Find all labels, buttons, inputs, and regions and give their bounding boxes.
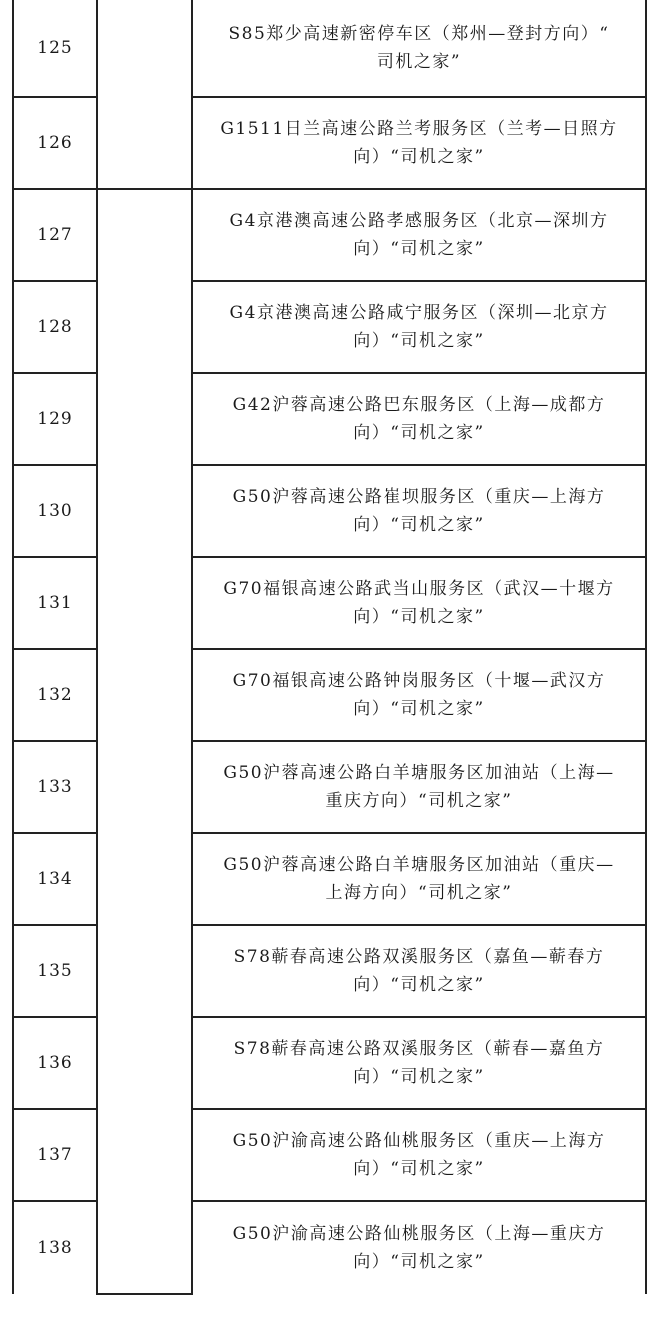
row-number-cell: 136	[13, 1017, 97, 1109]
name-line-2: 向）“司机之家”	[353, 423, 485, 443]
service-area-name-cell	[192, 281, 646, 373]
name-line-1: G50沪渝高速公路仙桃服务区（上海—重庆方	[232, 1224, 606, 1244]
row-number-cell: 132	[13, 649, 97, 741]
row-number-cell: 130	[13, 465, 97, 557]
province-cell-hubei	[97, 189, 192, 1294]
name-line-1: G50沪蓉高速公路白羊塘服务区加油站（上海—	[223, 763, 615, 783]
name-line-1: G50沪渝高速公路仙桃服务区（重庆—上海方	[232, 1131, 606, 1151]
service-area-name-cell	[192, 925, 646, 1017]
name-line-2: 向）“司机之家”	[353, 147, 485, 167]
row-number-cell: 135	[13, 925, 97, 1017]
row-number-cell: 126	[13, 97, 97, 189]
service-area-name-cell	[192, 741, 646, 833]
service-area-name-cell	[192, 1017, 646, 1109]
row-number-cell: 125	[13, 0, 97, 97]
province-cell-henan	[97, 0, 192, 189]
name-line-2: 向）“司机之家”	[353, 1067, 485, 1087]
row-number-cell: 127	[13, 189, 97, 281]
name-line-1: G50沪蓉高速公路白羊塘服务区加油站（重庆—	[223, 855, 615, 875]
name-line-2: 向）“司机之家”	[353, 699, 485, 719]
service-area-name-cell	[192, 373, 646, 465]
service-area-name-cell	[192, 833, 646, 925]
service-area-name-cell	[192, 557, 646, 649]
name-line-2: 向）“司机之家”	[353, 607, 485, 627]
table-row	[13, 0, 646, 97]
name-line-1: S85郑少高速新密停车区（郑州—登封方向）“	[228, 24, 610, 44]
service-area-name-cell	[192, 189, 646, 281]
service-area-name-cell	[192, 465, 646, 557]
name-line-2: 向）“司机之家”	[353, 239, 485, 259]
name-line-2: 向）“司机之家”	[353, 331, 485, 351]
name-line-1: S78蕲春高速公路双溪服务区（蕲春—嘉鱼方	[233, 1039, 605, 1059]
service-area-name-cell	[192, 1109, 646, 1201]
name-line-1: G70福银高速公路武当山服务区（武汉—十堰方	[223, 579, 615, 599]
service-area-table	[12, 0, 647, 1295]
row-number-cell: 137	[13, 1109, 97, 1201]
row-number-cell: 129	[13, 373, 97, 465]
row-number-cell: 138	[13, 1201, 97, 1294]
name-line-1: G50沪蓉高速公路崔坝服务区（重庆—上海方	[232, 487, 606, 507]
name-line-1: G1511日兰高速公路兰考服务区（兰考—日照方	[220, 119, 618, 139]
service-area-name-cell	[192, 649, 646, 741]
service-area-name-cell	[192, 1201, 646, 1294]
name-line-1: G42沪蓉高速公路巴东服务区（上海—成都方	[232, 395, 606, 415]
row-number-cell: 131	[13, 557, 97, 649]
name-line-1: G4京港澳高速公路孝感服务区（北京—深圳方	[229, 211, 609, 231]
name-line-2: 司机之家”	[376, 52, 462, 72]
service-area-name-cell	[192, 97, 646, 189]
row-number-cell: 128	[13, 281, 97, 373]
name-line-1: S78蕲春高速公路双溪服务区（嘉鱼—蕲春方	[233, 947, 605, 967]
row-number-cell: 134	[13, 833, 97, 925]
name-line-2: 重庆方向）“司机之家”	[325, 791, 513, 811]
name-line-2: 向）“司机之家”	[353, 975, 485, 995]
row-number-cell: 133	[13, 741, 97, 833]
table-row	[13, 189, 646, 281]
name-line-2: 向）“司机之家”	[353, 1159, 485, 1179]
name-line-1: G70福银高速公路钟岗服务区（十堰—武汉方	[232, 671, 606, 691]
name-line-2: 向）“司机之家”	[353, 515, 485, 535]
name-line-2: 向）“司机之家”	[353, 1252, 485, 1272]
name-line-1: G4京港澳高速公路咸宁服务区（深圳—北京方	[229, 303, 609, 323]
name-line-2: 上海方向）“司机之家”	[325, 883, 513, 903]
table-body	[13, 0, 646, 1294]
service-area-table-container	[12, 0, 645, 1320]
service-area-name-cell	[192, 0, 646, 97]
